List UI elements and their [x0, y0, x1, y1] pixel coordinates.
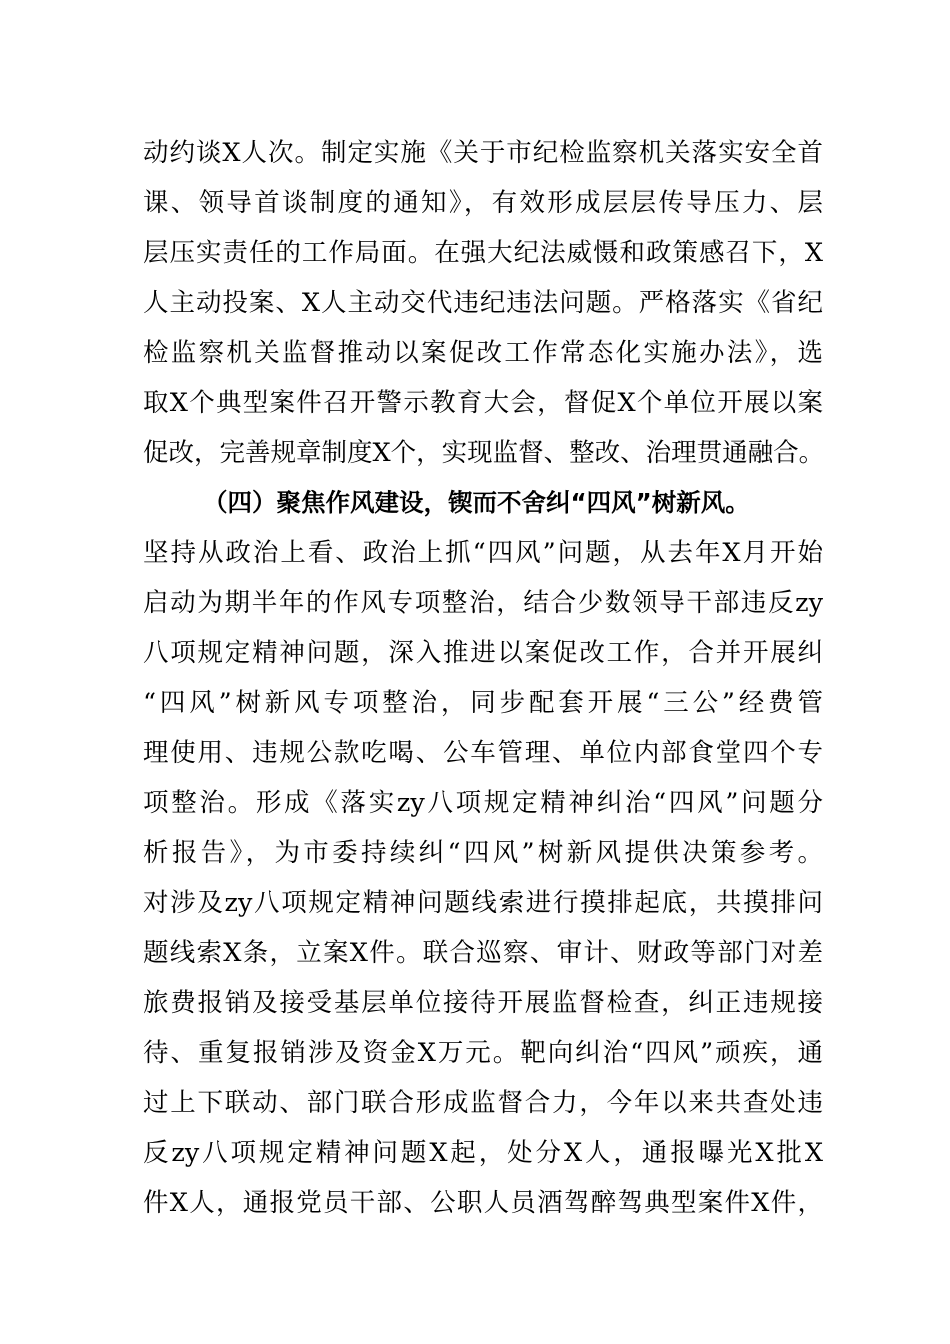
paragraph-line: 检监察机关监督推动以案促改工作常态化实施办法》，选	[143, 338, 823, 368]
paragraph-line: 课、领导首谈制度的通知》，有效形成层层传导压力、层	[143, 188, 823, 218]
paragraph-line: 析报告》，为市委持续纠“四风”树新风提供决策参考。	[143, 838, 823, 868]
paragraph-line: 项整治。形成《落实zy八项规定精神纠治“四风”问题分	[143, 788, 823, 818]
paragraph-line: 反zy八项规定精神问题X起，处分X人，通报曝光X批X	[143, 1138, 823, 1168]
paragraph-line: 动约谈X人次。制定实施《关于市纪检监察机关落实安全首	[143, 138, 823, 168]
paragraph-line: 层压实责任的工作局面。在强大纪法威慑和政策感召下，X	[143, 238, 823, 268]
paragraph-line: 人主动投案、X人主动交代违纪违法问题。严格落实《省纪	[143, 288, 823, 318]
paragraph-line: 题线索X条，立案X件。联合巡察、审计、财政等部门对差	[143, 938, 823, 968]
paragraph-line: 促改，完善规章制度X个，实现监督、整改、治理贯通融合。	[143, 438, 825, 468]
paragraph-line: 过上下联动、部门联合形成监督合力，今年以来共查处违	[143, 1088, 823, 1118]
paragraph-line: 对涉及zy八项规定精神问题线索进行摸排起底，共摸排问	[143, 888, 823, 918]
paragraph-line: 待、重复报销涉及资金X万元。靶向纠治“四风”顽疾，通	[143, 1038, 823, 1068]
paragraph-line: 旅费报销及接受基层单位接待开展监督检查，纠正违规接	[143, 988, 823, 1018]
paragraph-line: 启动为期半年的作风专项整治，结合少数领导干部违反zy	[143, 588, 823, 618]
paragraph-line: 取X个典型案件召开警示教育大会，督促X个单位开展以案	[143, 388, 823, 418]
paragraph-line: 八项规定精神问题，深入推进以案促改工作，合并开展纠	[143, 638, 823, 668]
paragraph-line: 件X人，通报党员干部、公职人员酒驾醉驾典型案件X件，	[143, 1188, 823, 1218]
paragraph-line: “四风”树新风专项整治，同步配套开展“三公”经费管	[143, 688, 823, 718]
section-heading: （四）聚焦作风建设，锲而不舍纠“四风”树新风。	[203, 488, 750, 517]
paragraph-line: 理使用、违规公款吃喝、公车管理、单位内部食堂四个专	[143, 738, 823, 768]
paragraph-line: 坚持从政治上看、政治上抓“四风”问题，从去年X月开始	[143, 538, 823, 568]
